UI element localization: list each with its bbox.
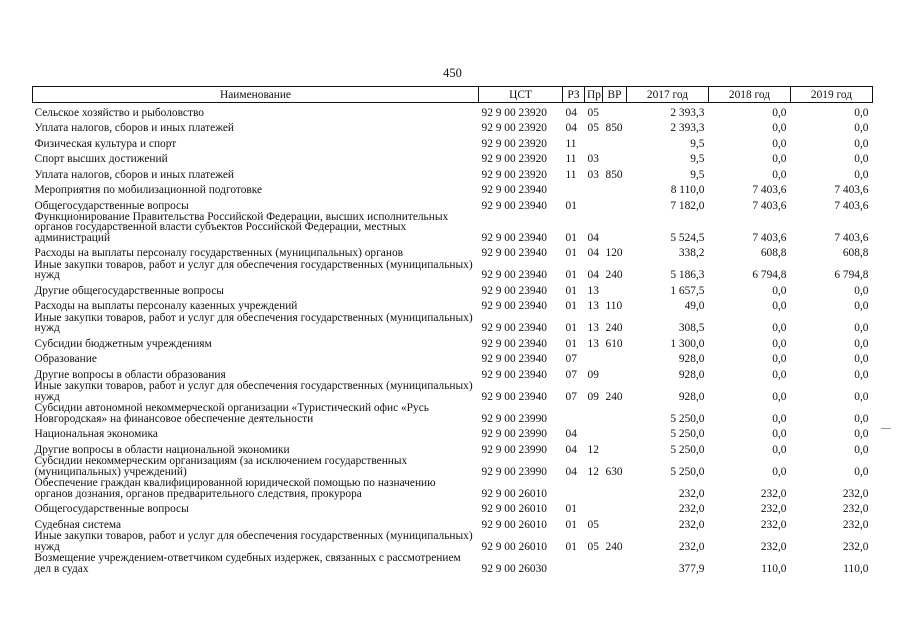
row-2018: 232,0 <box>760 503 787 515</box>
row-pr <box>585 349 603 365</box>
row-cst: 92 9 00 23940 <box>481 337 547 350</box>
row-cst: 92 9 00 26030 <box>481 562 547 575</box>
row-name: Субсидии автономной некоммерческой организации «Туристический офис «Русь Новгородская» на финансовое обеспечение деятельности <box>34 402 429 425</box>
row-2017: 9,5 <box>690 137 705 150</box>
table-row <box>33 402 873 424</box>
row-name: Сельское хозяйство и рыболовство <box>34 106 204 119</box>
row-2018: 7 403,6 <box>752 199 787 212</box>
row-cst: 92 9 00 23990 <box>481 465 547 478</box>
row-2019: 0,0 <box>854 428 869 440</box>
row-pr <box>585 499 603 515</box>
row-vr <box>603 211 627 243</box>
row-2018: 0,0 <box>772 122 787 134</box>
page-number: 450 <box>443 66 462 80</box>
row-pr: 04 <box>587 269 599 281</box>
row-2017: 5 250,0 <box>670 443 705 456</box>
row-2018: 608,8 <box>760 247 787 259</box>
row-vr <box>603 440 627 456</box>
row-vr: 120 <box>605 247 623 259</box>
header-rz: РЗ <box>563 87 585 103</box>
row-pr: 03 <box>587 153 599 165</box>
row-cst: 92 9 00 26010 <box>481 503 547 515</box>
table-row <box>33 365 873 381</box>
row-2018: 0,0 <box>772 300 787 312</box>
header-cst: ЦСТ <box>479 87 563 103</box>
row-2019: 0,0 <box>854 322 869 334</box>
table-row <box>33 499 873 515</box>
row-2019: 110,0 <box>843 562 869 575</box>
row-2018: 7 403,6 <box>752 184 787 196</box>
row-pr: 04 <box>587 247 599 259</box>
row-cst: 92 9 00 23940 <box>481 300 547 312</box>
table-row <box>33 552 873 574</box>
row-cst: 92 9 00 23940 <box>481 284 547 297</box>
table-row <box>33 296 873 312</box>
table-row <box>33 349 873 365</box>
row-name: Иные закупки товаров, работ и услуг для обеспечения государственных (муниципальных) нужд <box>34 311 473 334</box>
row-cst: 92 9 00 23940 <box>481 199 547 212</box>
row-rz: 01 <box>565 284 577 297</box>
row-name: Общегосударственные вопросы <box>34 503 189 515</box>
row-name: Другие вопросы в области национальной экономики <box>34 443 290 456</box>
row-rz <box>563 552 585 574</box>
row-name: Мероприятия по мобилизационной подготовке <box>34 184 263 196</box>
row-2017: 1 657,5 <box>670 284 705 297</box>
row-name: Другие общегосударственные вопросы <box>34 284 224 297</box>
row-2018: 232,0 <box>760 540 787 553</box>
row-cst: 92 9 00 23990 <box>481 428 547 440</box>
row-rz <box>563 180 585 196</box>
scan-mark <box>881 428 891 429</box>
row-2019: 232,0 <box>842 503 869 515</box>
table-row <box>33 103 873 119</box>
row-cst: 92 9 00 23920 <box>481 153 547 165</box>
table-row <box>33 477 873 499</box>
row-vr <box>603 477 627 499</box>
row-2019: 0,0 <box>854 412 869 425</box>
row-pr <box>585 180 603 196</box>
row-cst: 92 9 00 23940 <box>481 269 547 281</box>
row-vr <box>603 515 627 531</box>
row-pr: 13 <box>587 300 599 312</box>
header-2019: 2019 год <box>791 87 873 103</box>
table-row <box>33 211 873 243</box>
row-name: Возмещение учреждением-ответчиком судебных издержек, связанных с рассмотрением дел в судах <box>34 552 461 575</box>
table-row <box>33 180 873 196</box>
row-rz: 04 <box>565 443 577 456</box>
row-2017: 5 250,0 <box>670 428 705 440</box>
row-2018: 0,0 <box>772 368 787 381</box>
table-row <box>33 440 873 456</box>
row-rz: 01 <box>565 269 577 281</box>
row-cst: 92 9 00 23940 <box>481 231 547 244</box>
row-2019: 0,0 <box>854 300 869 312</box>
header-2017: 2017 год <box>627 87 709 103</box>
row-rz: 07 <box>565 368 577 381</box>
header-vr: ВР <box>603 87 627 103</box>
row-rz: 01 <box>565 503 577 515</box>
row-vr: 240 <box>605 269 623 281</box>
row-vr <box>603 499 627 515</box>
row-pr <box>585 424 603 440</box>
row-name: Иные закупки товаров, работ и услуг для обеспечения государственных (муниципальных) нужд <box>34 380 473 403</box>
row-cst: 92 9 00 26010 <box>481 487 547 500</box>
table-row <box>33 312 873 334</box>
row-rz: 07 <box>565 353 577 365</box>
row-2019: 0,0 <box>854 353 869 365</box>
row-2018: 0,0 <box>772 322 787 334</box>
header-2018: 2018 год <box>709 87 791 103</box>
row-name: Функционирование Правительства Российской Федерации, высших исполнительных органов государственной власти субъектов Российской Федерации, местных администраций <box>34 210 449 244</box>
table-row <box>33 118 873 134</box>
row-2017: 2 393,3 <box>670 122 705 134</box>
row-2019: 232,0 <box>842 518 869 531</box>
row-name: Образование <box>34 353 97 365</box>
row-2018: 6 794,8 <box>752 269 787 281</box>
table-row <box>33 259 873 281</box>
row-2017: 49,0 <box>684 300 705 312</box>
row-2019: 0,0 <box>854 106 869 119</box>
row-vr: 110 <box>605 300 623 312</box>
row-2019: 232,0 <box>842 487 869 500</box>
row-name: Уплата налогов, сборов и иных платежей <box>34 122 234 134</box>
row-cst: 92 9 00 23940 <box>481 184 547 196</box>
row-rz: 04 <box>565 465 577 478</box>
row-vr <box>603 552 627 574</box>
row-cst: 92 9 00 26010 <box>481 540 547 553</box>
row-2019: 0,0 <box>854 122 869 134</box>
row-2019: 0,0 <box>854 443 869 456</box>
row-2018: 232,0 <box>760 487 787 500</box>
row-pr <box>585 402 603 424</box>
row-pr: 13 <box>587 337 599 350</box>
table-row <box>33 380 873 402</box>
row-vr: 850 <box>605 122 623 134</box>
row-pr <box>585 196 603 212</box>
row-2017: 232,0 <box>678 487 705 500</box>
row-2017: 338,2 <box>678 247 705 259</box>
row-pr: 05 <box>587 122 599 134</box>
row-vr <box>603 180 627 196</box>
row-rz: 01 <box>565 540 577 553</box>
row-rz: 01 <box>565 518 577 531</box>
table-row <box>33 455 873 477</box>
row-2019: 7 403,6 <box>834 199 869 212</box>
table-body <box>33 103 873 575</box>
row-rz: 01 <box>565 322 577 334</box>
row-2019: 0,0 <box>854 390 869 403</box>
row-2019: 7 403,6 <box>834 184 869 196</box>
row-pr: 05 <box>587 518 599 531</box>
row-name: Расходы на выплаты персоналу государственных (муниципальных) органов <box>34 247 404 259</box>
row-pr: 03 <box>587 168 599 181</box>
row-pr: 09 <box>587 368 599 381</box>
row-vr: 240 <box>605 390 623 403</box>
row-cst: 92 9 00 23940 <box>481 390 547 403</box>
row-vr <box>603 349 627 365</box>
row-vr <box>603 424 627 440</box>
row-2017: 5 186,3 <box>670 269 705 281</box>
row-2019: 0,0 <box>854 337 869 350</box>
row-rz: 11 <box>565 137 577 150</box>
row-2017: 232,0 <box>678 540 705 553</box>
row-rz <box>563 477 585 499</box>
row-2018: 0,0 <box>772 443 787 456</box>
row-vr <box>603 196 627 212</box>
row-rz: 01 <box>565 231 577 244</box>
row-2018: 0,0 <box>772 106 787 119</box>
header-pr: Пр <box>585 87 603 103</box>
row-vr <box>603 365 627 381</box>
row-2019: 608,8 <box>842 247 869 259</box>
row-rz: 01 <box>565 247 577 259</box>
row-2017: 2 393,3 <box>670 106 705 119</box>
row-cst: 92 9 00 23990 <box>481 412 547 425</box>
row-rz: 01 <box>565 199 577 212</box>
row-2017: 377,9 <box>678 562 705 575</box>
row-2018: 0,0 <box>772 153 787 165</box>
table-row <box>33 515 873 531</box>
table-row <box>33 149 873 165</box>
row-2019: 0,0 <box>854 284 869 297</box>
table-row <box>33 334 873 350</box>
row-cst: 92 9 00 23990 <box>481 443 547 456</box>
row-rz: 11 <box>565 153 577 165</box>
row-2019: 0,0 <box>854 465 869 478</box>
row-2017: 232,0 <box>678 503 705 515</box>
row-rz: 01 <box>565 300 577 312</box>
table-row <box>33 530 873 552</box>
row-2019: 0,0 <box>854 368 869 381</box>
row-name: Субсидии некоммерческим организациям (за исключением государственных (муниципальных) учреждений) <box>34 455 408 478</box>
row-pr: 09 <box>587 390 599 403</box>
row-vr <box>603 281 627 297</box>
row-rz: 07 <box>565 390 577 403</box>
row-2017: 928,0 <box>678 368 705 381</box>
row-pr: 05 <box>587 106 599 119</box>
table-row <box>33 134 873 150</box>
table-row <box>33 281 873 297</box>
row-2017: 308,5 <box>678 322 705 334</box>
row-rz: 04 <box>565 428 577 440</box>
budget-table <box>32 86 873 574</box>
row-pr: 13 <box>587 322 599 334</box>
row-2019: 0,0 <box>854 168 869 181</box>
row-pr: 12 <box>587 465 599 478</box>
row-pr: 05 <box>587 540 599 553</box>
row-name: Уплата налогов, сборов и иных платежей <box>34 168 234 181</box>
row-2018: 0,0 <box>772 390 787 403</box>
row-name: Общегосударственные вопросы <box>34 199 189 212</box>
row-name: Обеспечение граждан квалифицированной юридической помощью по назначению органов дознания, органов предварительного следствия, прокурора <box>34 477 436 500</box>
row-cst: 92 9 00 26010 <box>481 518 547 531</box>
row-name: Иные закупки товаров, работ и услуг для обеспечения государственных (муниципальных) нужд <box>34 258 473 281</box>
row-2018: 232,0 <box>760 518 787 531</box>
row-cst: 92 9 00 23920 <box>481 168 547 181</box>
table-row <box>33 165 873 181</box>
row-cst: 92 9 00 23920 <box>481 106 547 119</box>
row-name: Национальная экономика <box>34 428 158 440</box>
row-name: Иные закупки товаров, работ и услуг для обеспечения государственных (муниципальных) нужд <box>34 530 473 553</box>
row-name: Субсидии бюджетным учреждениям <box>34 337 212 350</box>
row-2017: 9,5 <box>690 168 705 181</box>
row-cst: 92 9 00 23940 <box>481 322 547 334</box>
row-2018: 7 403,6 <box>752 231 787 244</box>
row-pr: 12 <box>587 443 599 456</box>
row-2018: 0,0 <box>772 465 787 478</box>
row-rz: 04 <box>565 122 577 134</box>
row-cst: 92 9 00 23940 <box>481 353 547 365</box>
row-2017: 7 182,0 <box>670 199 705 212</box>
row-name: Спорт высших достижений <box>34 153 168 165</box>
table-row <box>33 196 873 212</box>
row-2017: 1 300,0 <box>670 337 705 350</box>
row-2017: 8 110,0 <box>670 184 705 196</box>
row-2019: 6 794,8 <box>834 269 869 281</box>
row-2019: 232,0 <box>842 540 869 553</box>
header-name: Наименование <box>33 87 479 103</box>
table-row <box>33 424 873 440</box>
row-2017: 9,5 <box>690 153 705 165</box>
row-cst: 92 9 00 23940 <box>481 368 547 381</box>
row-vr: 610 <box>605 337 623 350</box>
row-vr <box>603 149 627 165</box>
row-2017: 232,0 <box>678 518 705 531</box>
row-pr: 04 <box>587 231 599 244</box>
row-name: Судебная система <box>34 518 122 531</box>
row-vr <box>603 103 627 119</box>
row-vr: 240 <box>605 540 623 553</box>
row-2018: 0,0 <box>772 284 787 297</box>
row-vr <box>603 402 627 424</box>
row-2018: 0,0 <box>772 412 787 425</box>
row-rz <box>563 402 585 424</box>
row-2018: 0,0 <box>772 168 787 181</box>
row-2019: 7 403,6 <box>834 231 869 244</box>
row-cst: 92 9 00 23920 <box>481 137 547 150</box>
row-vr: 630 <box>605 465 623 478</box>
row-2018: 110,0 <box>761 562 787 575</box>
row-name: Расходы на выплаты персоналу казенных учреждений <box>34 300 298 312</box>
row-name: Физическая культура и спорт <box>34 137 177 150</box>
row-2018: 0,0 <box>772 337 787 350</box>
row-2018: 0,0 <box>772 137 787 150</box>
row-pr <box>585 552 603 574</box>
row-2017: 5 250,0 <box>670 412 705 425</box>
row-2018: 0,0 <box>772 353 787 365</box>
row-2017: 5 524,5 <box>670 231 705 244</box>
row-rz: 01 <box>565 337 577 350</box>
row-rz: 11 <box>565 168 577 181</box>
row-cst: 92 9 00 23940 <box>481 247 547 259</box>
row-2018: 0,0 <box>772 428 787 440</box>
row-2019: 0,0 <box>854 153 869 165</box>
row-name: Другие вопросы в области образования <box>34 368 226 381</box>
row-2017: 928,0 <box>678 353 705 365</box>
row-pr: 13 <box>587 284 599 297</box>
row-2019: 0,0 <box>854 137 869 150</box>
row-2017: 5 250,0 <box>670 465 705 478</box>
row-rz: 04 <box>565 106 577 119</box>
row-vr: 850 <box>605 168 623 181</box>
row-2017: 928,0 <box>678 390 705 403</box>
table-row <box>33 243 873 259</box>
row-pr <box>585 477 603 499</box>
table-header-row <box>33 87 873 103</box>
row-vr <box>603 134 627 150</box>
row-pr <box>585 134 603 150</box>
row-vr: 240 <box>605 322 623 334</box>
row-cst: 92 9 00 23920 <box>481 122 547 134</box>
